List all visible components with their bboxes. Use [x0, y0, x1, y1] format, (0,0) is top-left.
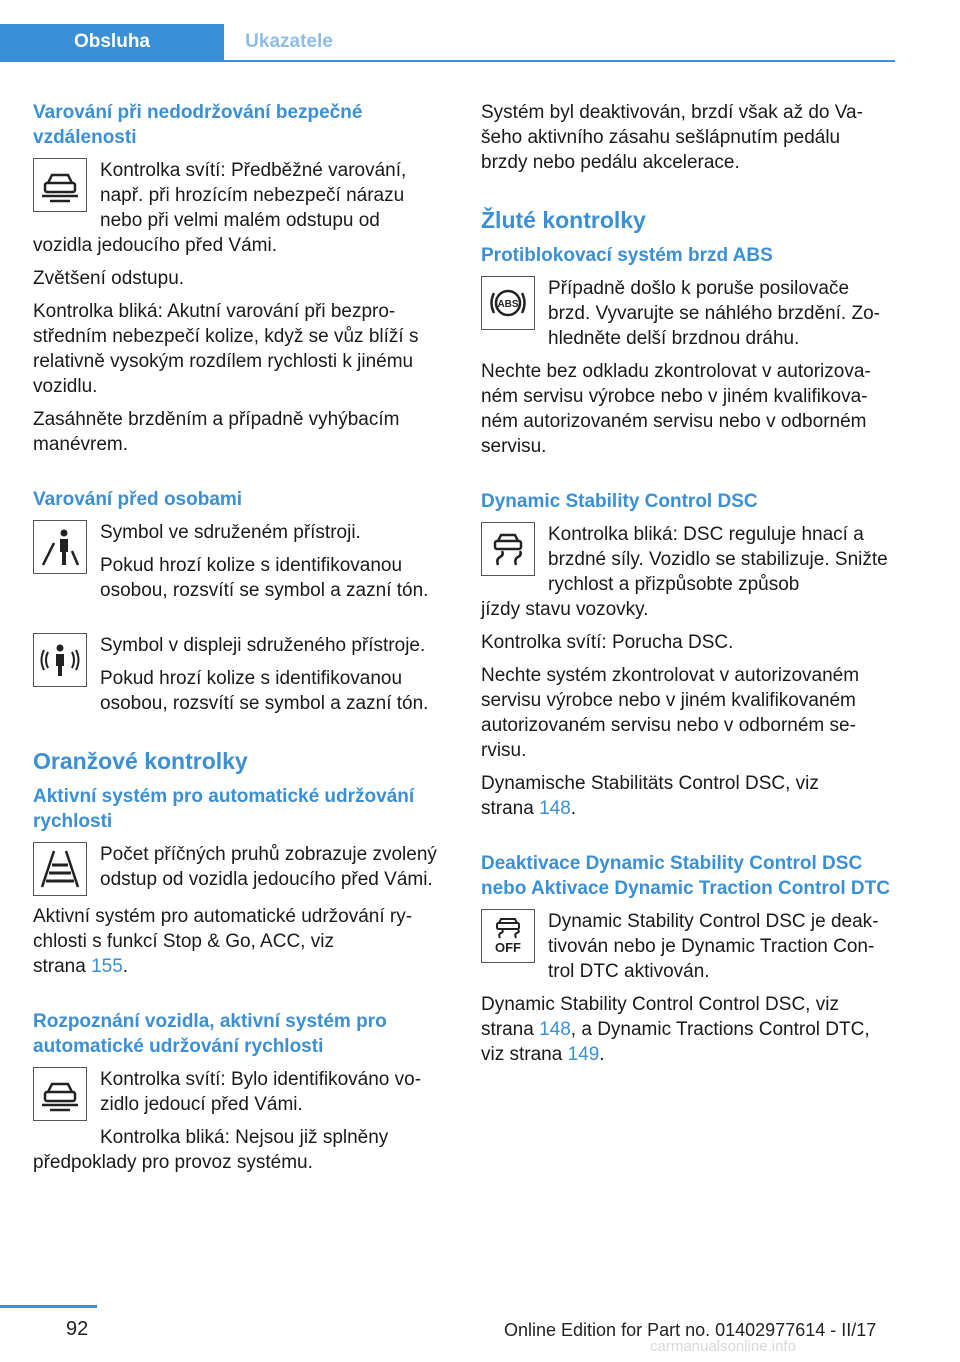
- dsc-dtc-reference-text: [481, 992, 891, 1067]
- dsc-service-text: Nechte systém zkontrolovat v autorizovaném servisu výrobce nebo v jiném kvalifikovaném autorizovaném servisu nebo v odborném servisu.: [481, 665, 860, 761]
- acute-warning-text: Kontrolka bliká: Akutní varování při bezprostředním nebezpečí kolize, když se vůz blíží s relativně vysokým rozdílem rychlosti k jinému vozidlu.: [33, 301, 419, 397]
- acc-indicator: [33, 842, 443, 896]
- dsc-period: .: [570, 798, 577, 819]
- heading-yellow-indicators: Žluté kontrolky: [481, 207, 646, 233]
- abs-icon-label: ABS: [497, 299, 519, 310]
- pedestrian-sound-icon: [33, 633, 87, 687]
- section-title-acc: Aktivní systém pro automatické udržování rychlosti: [33, 786, 415, 832]
- dsc-skid-car-icon: [481, 522, 535, 576]
- tab-ukazatele[interactable]: Ukazatele: [245, 31, 333, 52]
- vehicle-blink-text-cont: předpoklady pro provoz systému.: [33, 1152, 313, 1173]
- left-column: [33, 100, 443, 1175]
- abs-indicator: [481, 276, 891, 351]
- increase-distance-text: Zvětšení odstupu.: [33, 268, 185, 289]
- vehicle-detected-text: Kontrolka svítí: Bylo identifikováno vozidlo jedoucí před Vámi.: [100, 1069, 422, 1115]
- off-icon-label: OFF: [495, 940, 521, 955]
- heading-orange-indicators: Oranžové kontrolky: [33, 748, 248, 774]
- car-detected-icon: [33, 1067, 87, 1121]
- page-number: 92: [66, 1318, 89, 1340]
- footer-rule: [0, 1305, 97, 1308]
- dsc-dtc-reference-label: Dynamic Stability Control Control DSC, viz: [481, 994, 839, 1015]
- distance-warning-indicator: [33, 158, 443, 233]
- person-symbol-display-text: Symbol v displeji sdruženého přístroje.: [100, 635, 426, 656]
- person-collision-text-2: Pokud hrozí kolize s identifikovanou osobou, rozsvítí se symbol a zazní tón.: [100, 668, 429, 714]
- section-title-abs: Protiblokovací systém brzd ABS: [481, 245, 773, 266]
- brake-action-text: Zasáhněte brzděním a případně vyhýbacím manévrem.: [33, 409, 400, 455]
- dsc-dtc-page-link-2[interactable]: 149: [567, 1044, 600, 1065]
- tab-obsluha[interactable]: Obsluha: [0, 24, 224, 60]
- dsc-off-indicator: [481, 909, 891, 984]
- acc-period: .: [122, 956, 129, 977]
- dtc-reference-label: , a Dynamic Tractions Control DTC,: [570, 1019, 870, 1040]
- dsc-fault-text: Kontrolka svítí: Porucha DSC.: [481, 632, 734, 653]
- section-title-person-warning: Varování před osobami: [33, 489, 243, 510]
- person-warning-indicator-1: [33, 520, 443, 603]
- dsc-indicator: [481, 522, 891, 597]
- section-title-dsc-off-dtc: Deaktivace Dynamic Stability Control DSC nebo Aktivace Dynamic Traction Control DTC: [481, 853, 890, 899]
- watermark: carmanualsonline.info: [650, 1338, 796, 1355]
- person-warning-indicator-2: [33, 633, 443, 716]
- car-distance-warning-icon: [33, 158, 87, 212]
- acc-reference-label: Aktivní systém pro automatické udržování rychlosti s funkcí Stop & Go, ACC, viz: [33, 906, 413, 952]
- dsc-reference-label: Dynamische Stabilitäts Control DSC, viz: [481, 773, 819, 794]
- dsc-page-prefix: strana: [481, 798, 540, 819]
- dsc-reference-text: [481, 771, 891, 821]
- edition-note: Online Edition for Part no. 01402977614 - II/17: [504, 1320, 877, 1340]
- vehicle-detection-indicator: [33, 1067, 443, 1150]
- acc-reference-text: [33, 904, 443, 979]
- dtc-period: .: [599, 1044, 605, 1065]
- dsc-blink-text: Kontrolka bliká: DSC reguluje hnací a brzdné síly. Vozidlo se stabilizuje. Snižte rychlost a přizpůsobte způsob: [548, 524, 888, 595]
- chapter-tabs: [0, 24, 895, 62]
- vehicle-blink-text: Kontrolka bliká: Nejsou již splněny: [100, 1127, 389, 1148]
- distance-warning-text: Kontrolka svítí: Předběžné varování, např. při hrozícím nebezpečí nárazu nebo při velmi malém odstupu od: [100, 160, 407, 231]
- acc-page-prefix: strana: [33, 956, 92, 977]
- section-title-vehicle-detection: Rozpoznání vozidla, aktivní systém pro automatické udržování rychlosti: [33, 1011, 387, 1057]
- dsc-off-icon: [481, 909, 535, 963]
- abs-service-text: Nechte bez odkladu zkontrolovat v autorizovaném servisu výrobce nebo v jiném kvalifikovaném autorizovaném servisu nebo v odborném servisu.: [481, 361, 871, 457]
- person-symbol-cluster-text: Symbol ve sdruženém přístroji.: [100, 522, 361, 543]
- dsc-off-text: Dynamic Stability Control DSC je deaktivován nebo je Dynamic Traction Control DTC aktivován.: [548, 911, 879, 982]
- acc-bars-text: Počet příčných pruhů zobrazuje zvolený odstup od vozidla jedoucího před Vámi.: [100, 844, 437, 890]
- dsc-blink-text-cont: jízdy stavu vozovky.: [481, 599, 649, 620]
- section-title-dsc: Dynamic Stability Control DSC: [481, 491, 758, 512]
- dsc-dtc-page-link-1[interactable]: 148: [539, 1019, 571, 1040]
- person-collision-text-1: Pokud hrozí kolize s identifikovanou osobou, rozsvítí se symbol a zazní tón.: [100, 555, 429, 601]
- dtc-page-prefix: viz strana: [481, 1044, 568, 1065]
- pedestrian-warning-icon: [33, 520, 87, 574]
- distance-warning-text-cont: vozidla jedoucího před Vámi.: [33, 235, 277, 256]
- abs-fault-text: Případně došlo k poruše posilovače brzd. Vyvarujte se náhlého brzdění. Zohledněte delší brzdnou dráhu.: [548, 278, 880, 349]
- dsc-dtc-page-prefix: strana: [481, 1019, 540, 1040]
- acc-distance-bars-icon: [33, 842, 87, 896]
- right-column: [481, 100, 891, 1067]
- system-deactivated-text: Systém byl deaktivován, brzdí však až do Vašeho aktivního zásahu sešlápnutím pedálu brzdy nebo pedálu akcelerace.: [481, 102, 863, 173]
- dsc-page-link[interactable]: 148: [539, 798, 571, 819]
- acc-page-link[interactable]: 155: [91, 956, 123, 977]
- abs-icon: [481, 276, 535, 330]
- section-title-distance-warning: Varování při nedodržování bezpečné vzdálenosti: [33, 102, 363, 148]
